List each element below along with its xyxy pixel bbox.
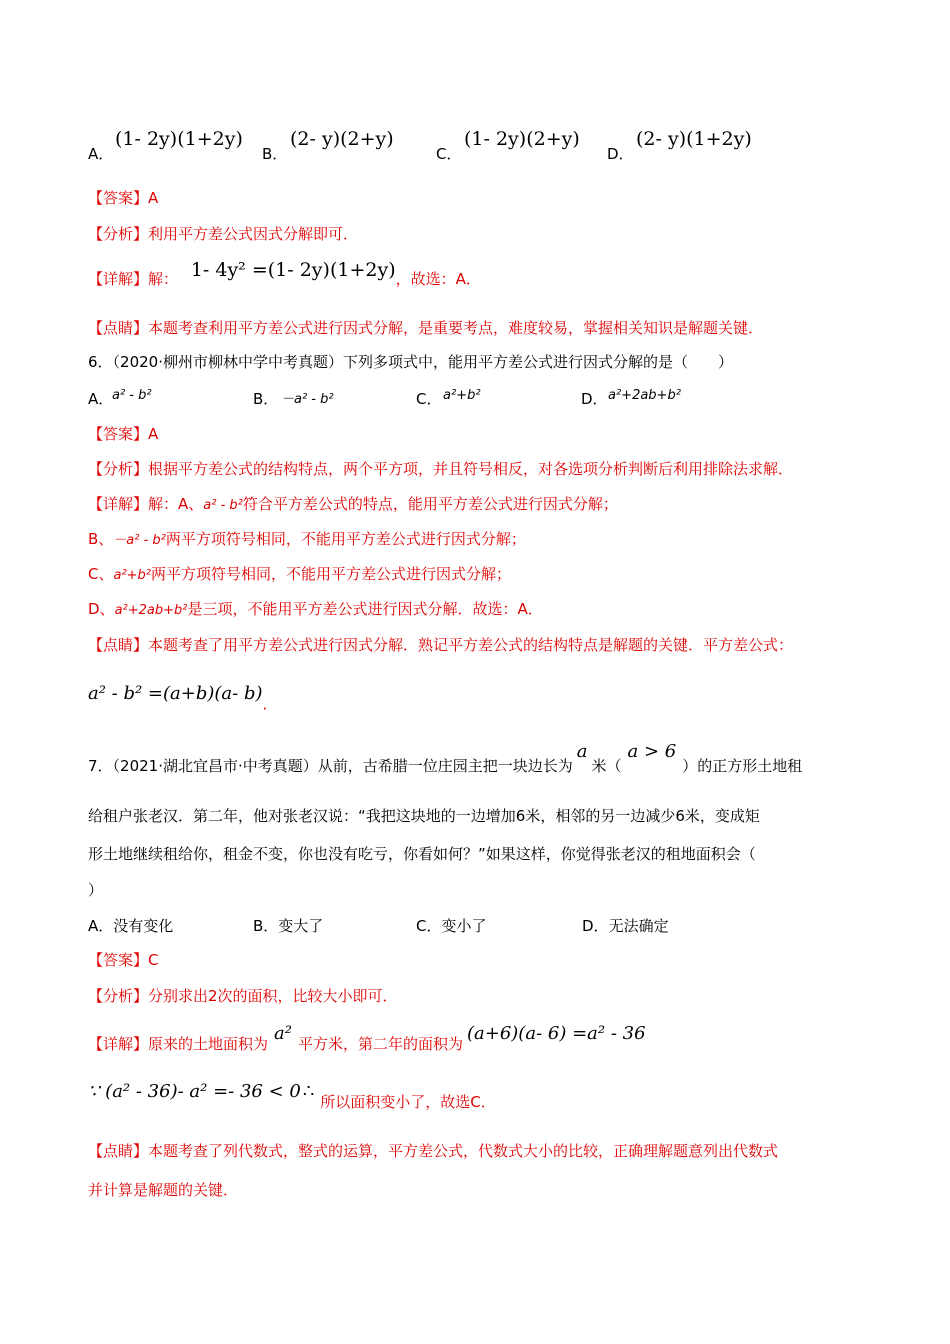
answer-tag: 【答案】 xyxy=(88,189,149,207)
comment-tag: 【点睛】 xyxy=(88,319,149,337)
formula-end: ． xyxy=(262,695,278,713)
detail-prefix: 解： xyxy=(148,270,179,288)
detail-text: 两平方项符号相同，不能用平方差公式进行因式分解； xyxy=(165,530,526,548)
formula-math: a² - b² =(a+b)(a- b) xyxy=(88,683,263,704)
q6-detail-line-2 xyxy=(88,529,526,551)
option-label: A． xyxy=(88,917,114,935)
q5-option-b-label: B． xyxy=(262,145,288,163)
option-text: 变小了 xyxy=(441,917,487,935)
detail-tag: 【详解】 xyxy=(88,495,149,513)
q5-option-c-label: C． xyxy=(436,145,462,163)
analysis-text: 根据平方差公式的结构特点，两个平方项，并且符号相反，对各选项分析判断后利用排除法求解． xyxy=(148,460,794,478)
q6-answer xyxy=(88,424,158,444)
q6-detail-line-3 xyxy=(88,564,511,586)
q5-answer xyxy=(88,188,158,208)
detail-math: a²+2ab+b² xyxy=(114,603,188,618)
q6-option-b-expr: －a² - b² xyxy=(281,392,334,407)
detail-text: 解：A、 xyxy=(148,495,204,513)
detail-text: B、 xyxy=(88,530,114,548)
detail-math-1: a² xyxy=(274,1023,292,1044)
detail-tag: 【详解】 xyxy=(88,270,149,288)
option-label: B． xyxy=(253,917,279,935)
detail-text: C、 xyxy=(88,565,114,583)
comment-text: 本题考查利用平方差公式进行因式分解，是重要考点，难度较易，掌握相关知识是解题关键． xyxy=(148,319,764,337)
q6-option-b-label: B． xyxy=(253,390,279,408)
stem-condition: a > 6 xyxy=(627,741,677,762)
therefore-symbol: ∴ xyxy=(302,1081,315,1102)
detail-text: 两平方项符号相同，不能用平方差公式进行因式分解； xyxy=(151,565,512,583)
q5-comment xyxy=(88,318,763,338)
analysis-text: 分别求出2次的面积，比较大小即可． xyxy=(148,987,398,1005)
detail-math: －a² - b² xyxy=(113,533,166,548)
analysis-tag: 【分析】 xyxy=(88,987,149,1005)
q5-option-b-expr: (2- y)(2+y) xyxy=(290,128,394,150)
q7-option-b xyxy=(253,915,323,936)
analysis-tag: 【分析】 xyxy=(88,225,149,243)
q6-detail-line-1 xyxy=(88,494,618,516)
stem-text: 米（ xyxy=(591,757,622,775)
q7-because-line xyxy=(88,1081,496,1111)
option-text: 变大了 xyxy=(278,917,324,935)
detail-tag: 【详解】 xyxy=(88,1035,149,1053)
conclusion: 所以面积变小了，故选C． xyxy=(320,1093,496,1111)
q5-analysis xyxy=(88,224,358,244)
q6-analysis xyxy=(88,459,793,479)
detail-math: 1- 4y² =(1- 2y)(1+2y) xyxy=(190,259,396,281)
q6-stem: 6．（2020·柳州市柳林中学中考真题）下列多项式中，能用平方差公式进行因式分解的是（ ） xyxy=(88,353,733,371)
q6-option-a-label: A． xyxy=(88,390,114,408)
comment-text: 本题考查了用平方差公式进行因式分解．熟记平方差公式的结构特点是解题的关键．平方差公式： xyxy=(148,636,794,654)
q7-comment-line-2: 并计算是解题的关键． xyxy=(88,1181,239,1199)
detail-math: a² - b² xyxy=(203,498,243,513)
option-label: C． xyxy=(416,917,442,935)
q6-option-d-expr: a²+2ab+b² xyxy=(608,388,681,403)
q5-option-d-expr: (2- y)(1+2y) xyxy=(636,128,752,150)
q5-option-a-expr: (1- 2y)(1+2y) xyxy=(115,128,243,150)
q6-comment xyxy=(88,635,793,655)
stem-text: ）的正方形土地租 xyxy=(682,757,803,775)
q7-option-a xyxy=(88,915,173,936)
detail-text: 平方米，第二年的面积为 xyxy=(297,1035,463,1053)
because-math: ∵ (a² - 36)- a² =- 36 < 0 xyxy=(88,1081,301,1102)
q6-option-d-label: D． xyxy=(581,390,608,408)
comment-tag: 【点睛】 xyxy=(88,636,149,654)
q5-detail xyxy=(88,259,481,289)
q7-analysis xyxy=(88,986,398,1006)
comment-text: 本题考查了列代数式，整式的运算，平方差公式，代数式大小的比较，正确理解题意列出代数式 xyxy=(148,1142,779,1160)
q7-comment-line-1 xyxy=(88,1141,778,1161)
comment-tag: 【点睛】 xyxy=(88,1142,149,1160)
detail-text: 是三项，不能用平方差公式进行因式分解．故选：A． xyxy=(187,600,543,618)
q7-option-d xyxy=(582,915,669,936)
q5-option-c-expr: (1- 2y)(2+y) xyxy=(464,128,580,150)
option-text: 没有变化 xyxy=(113,917,174,935)
detail-text: 符合平方差公式的特点，能用平方差公式进行因式分解； xyxy=(242,495,618,513)
answer-value: A xyxy=(148,189,159,207)
detail-suffix: ，故选：A． xyxy=(395,270,481,288)
option-text: 无法确定 xyxy=(608,917,669,935)
analysis-tag: 【分析】 xyxy=(88,460,149,478)
stem-text: 7．（2021·湖北宜昌市·中考真题）从前，古希腊一位庄园主把一块边长为 xyxy=(88,757,573,775)
answer-value: A xyxy=(148,425,159,443)
q5-option-d-label: D． xyxy=(607,145,634,163)
q7-option-c xyxy=(416,915,487,936)
detail-math: a²+b² xyxy=(113,568,152,583)
q6-option-c-expr: a²+b² xyxy=(443,388,481,403)
q7-stem-line-1 xyxy=(88,741,803,776)
q7-stem-line-3: 形土地继续租给你，租金不变，你也没有吃亏，你看如何？”如果这样，你觉得张老汉的租地面积会（ xyxy=(88,845,756,863)
q6-detail-line-4 xyxy=(88,599,543,621)
analysis-text: 利用平方差公式因式分解即可． xyxy=(148,225,359,243)
detail-math-2: (a+6)(a- 6) =a² - 36 xyxy=(467,1023,646,1044)
answer-value: C xyxy=(148,951,159,969)
answer-tag: 【答案】 xyxy=(88,951,149,969)
option-label: D． xyxy=(582,917,609,935)
stem-var: a xyxy=(576,741,588,762)
q7-stem-line-4: ） xyxy=(88,881,104,899)
detail-text: D、 xyxy=(88,600,115,618)
q6-option-c-label: C． xyxy=(416,390,442,408)
q6-formula-line xyxy=(88,683,278,713)
q7-detail xyxy=(88,1023,646,1054)
detail-text: 原来的土地面积为 xyxy=(148,1035,269,1053)
q7-answer xyxy=(88,950,159,970)
answer-tag: 【答案】 xyxy=(88,425,149,443)
q7-stem-line-2: 给租户张老汉．第二年，他对张老汉说：“我把这块地的一边增加6米，相邻的另一边减少6米，变成矩 xyxy=(88,807,760,825)
q5-option-a-label: A． xyxy=(88,145,114,163)
q6-option-a-expr: a² - b² xyxy=(112,388,152,403)
